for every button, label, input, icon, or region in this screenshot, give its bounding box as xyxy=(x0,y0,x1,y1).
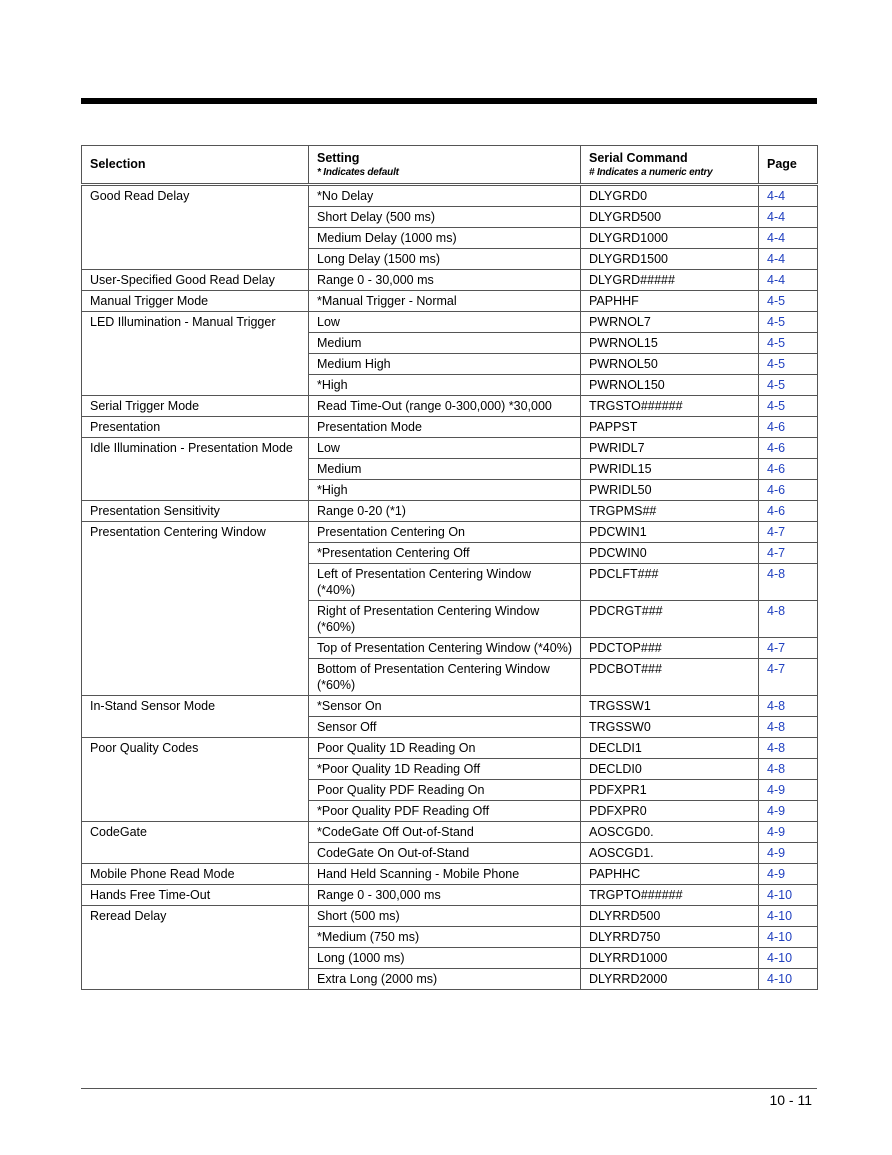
table-row xyxy=(82,864,818,885)
selection-header-label: Selection xyxy=(90,157,146,171)
setting-cell: Medium xyxy=(309,333,581,354)
page-reference-link[interactable]: 4-9 xyxy=(759,801,818,822)
selection-cell: LED Illumination - Manual Trigger xyxy=(82,312,309,396)
selection-cell: Presentation xyxy=(82,417,309,438)
selection-cell: Idle Illumination - Presentation Mode xyxy=(82,438,309,501)
setting-cell: Medium xyxy=(309,459,581,480)
page-reference-link[interactable]: 4-10 xyxy=(759,948,818,969)
footer-rule xyxy=(81,1088,817,1089)
page-reference-link[interactable]: 4-8 xyxy=(759,717,818,738)
table-row xyxy=(82,696,818,717)
selection-cell: In-Stand Sensor Mode xyxy=(82,696,309,738)
setting-cell: Long Delay (1500 ms) xyxy=(309,249,581,270)
table-row xyxy=(82,291,818,312)
setting-cell: Presentation Mode xyxy=(309,417,581,438)
selection-cell: Poor Quality Codes xyxy=(82,738,309,822)
serial-command-cell: AOSCGD0. xyxy=(581,822,759,843)
selection-cell: Mobile Phone Read Mode xyxy=(82,864,309,885)
table-row xyxy=(82,522,818,543)
serial-command-cell: PWRNOL7 xyxy=(581,312,759,333)
serial-command-cell: AOSCGD1. xyxy=(581,843,759,864)
setting-cell: Read Time-Out (range 0-300,000) *30,000 xyxy=(309,396,581,417)
serial-command-cell: PDFXPR1 xyxy=(581,780,759,801)
page-reference-link[interactable]: 4-8 xyxy=(759,738,818,759)
page-reference-link[interactable]: 4-9 xyxy=(759,843,818,864)
serial-command-cell: DLYGRD500 xyxy=(581,207,759,228)
setting-cell: *Presentation Centering Off xyxy=(309,543,581,564)
column-header-serial-command xyxy=(581,146,759,185)
column-header-page xyxy=(759,146,818,185)
page-reference-link[interactable]: 4-8 xyxy=(759,564,818,601)
serial-command-cell: PDCWIN1 xyxy=(581,522,759,543)
table-row xyxy=(82,312,818,333)
setting-cell: Left of Presentation Centering Window (*40%) xyxy=(309,564,581,601)
serial-command-cell: DECLDI0 xyxy=(581,759,759,780)
serial-command-cell: PWRNOL150 xyxy=(581,375,759,396)
serial-command-cell: DLYGRD1000 xyxy=(581,228,759,249)
setting-cell: *Poor Quality PDF Reading Off xyxy=(309,801,581,822)
page-header-label: Page xyxy=(767,157,797,171)
setting-cell: Bottom of Presentation Centering Window (*60%) xyxy=(309,659,581,696)
setting-cell: Right of Presentation Centering Window (*60%) xyxy=(309,601,581,638)
page-reference-link[interactable]: 4-7 xyxy=(759,543,818,564)
page-reference-link[interactable]: 4-4 xyxy=(759,185,818,207)
setting-cell: Poor Quality 1D Reading On xyxy=(309,738,581,759)
selection-cell: Good Read Delay xyxy=(82,185,309,270)
serial-command-cell: PDCBOT### xyxy=(581,659,759,696)
page-reference-link[interactable]: 4-7 xyxy=(759,522,818,543)
table-row xyxy=(82,396,818,417)
setting-cell: Extra Long (2000 ms) xyxy=(309,969,581,990)
selection-cell: Presentation Centering Window xyxy=(82,522,309,696)
serial-command-cell: TRGSSW1 xyxy=(581,696,759,717)
page-reference-link[interactable]: 4-6 xyxy=(759,459,818,480)
page-reference-link[interactable]: 4-6 xyxy=(759,438,818,459)
header-rule xyxy=(81,98,817,104)
page-reference-link[interactable]: 4-9 xyxy=(759,864,818,885)
page-reference-link[interactable]: 4-5 xyxy=(759,354,818,375)
table-row xyxy=(82,501,818,522)
serial-command-header-label: Serial Command xyxy=(589,150,688,165)
serial-command-cell: TRGSTO###### xyxy=(581,396,759,417)
serial-command-cell: PAPPST xyxy=(581,417,759,438)
serial-command-cell: PDCWIN0 xyxy=(581,543,759,564)
page-reference-link[interactable]: 4-4 xyxy=(759,207,818,228)
command-table-container xyxy=(81,145,817,990)
table-row xyxy=(82,738,818,759)
table-row xyxy=(82,438,818,459)
serial-command-cell: DLYRRD2000 xyxy=(581,969,759,990)
page-reference-link[interactable]: 4-10 xyxy=(759,906,818,927)
page-reference-link[interactable]: 4-4 xyxy=(759,249,818,270)
setting-cell: *Poor Quality 1D Reading Off xyxy=(309,759,581,780)
setting-header-note: * Indicates default xyxy=(317,166,399,178)
table-row xyxy=(82,270,818,291)
table-body xyxy=(82,185,818,990)
page-reference-link[interactable]: 4-8 xyxy=(759,696,818,717)
selection-cell: Serial Trigger Mode xyxy=(82,396,309,417)
setting-cell: *No Delay xyxy=(309,185,581,207)
serial-command-cell: DLYGRD##### xyxy=(581,270,759,291)
setting-cell: Sensor Off xyxy=(309,717,581,738)
selection-cell: User-Specified Good Read Delay xyxy=(82,270,309,291)
setting-cell: *CodeGate Off Out-of-Stand xyxy=(309,822,581,843)
serial-command-cell: PAPHHC xyxy=(581,864,759,885)
setting-cell: Range 0-20 (*1) xyxy=(309,501,581,522)
setting-cell: Low xyxy=(309,438,581,459)
setting-cell: *Sensor On xyxy=(309,696,581,717)
page-reference-link[interactable]: 4-6 xyxy=(759,480,818,501)
serial-command-cell: PDFXPR0 xyxy=(581,801,759,822)
serial-command-cell: PDCRGT### xyxy=(581,601,759,638)
setting-cell: Short Delay (500 ms) xyxy=(309,207,581,228)
setting-cell: Top of Presentation Centering Window (*40%) xyxy=(309,638,581,659)
table-row xyxy=(82,885,818,906)
serial-command-table xyxy=(81,145,818,990)
setting-cell: Medium High xyxy=(309,354,581,375)
serial-command-header-note: # Indicates a numeric entry xyxy=(589,166,713,178)
column-header-selection xyxy=(82,146,309,185)
serial-command-cell: DECLDI1 xyxy=(581,738,759,759)
page-reference-link[interactable]: 4-8 xyxy=(759,601,818,638)
page-reference-link[interactable]: 4-10 xyxy=(759,885,818,906)
page-reference-link[interactable]: 4-10 xyxy=(759,969,818,990)
setting-cell: Long (1000 ms) xyxy=(309,948,581,969)
table-row xyxy=(82,906,818,927)
page-reference-link[interactable]: 4-10 xyxy=(759,927,818,948)
setting-cell: Short (500 ms) xyxy=(309,906,581,927)
setting-cell: *Medium (750 ms) xyxy=(309,927,581,948)
page-reference-link[interactable]: 4-9 xyxy=(759,822,818,843)
setting-cell: *High xyxy=(309,480,581,501)
page-reference-link[interactable]: 4-7 xyxy=(759,638,818,659)
page-reference-link[interactable]: 4-6 xyxy=(759,417,818,438)
table-header-row xyxy=(82,146,818,185)
setting-cell: Range 0 - 30,000 ms xyxy=(309,270,581,291)
table-row xyxy=(82,417,818,438)
table-row xyxy=(82,822,818,843)
serial-command-cell: PWRNOL15 xyxy=(581,333,759,354)
setting-cell: CodeGate On Out-of-Stand xyxy=(309,843,581,864)
serial-command-cell: DLYRRD500 xyxy=(581,906,759,927)
page-reference-link[interactable]: 4-5 xyxy=(759,375,818,396)
selection-cell: Manual Trigger Mode xyxy=(82,291,309,312)
page-reference-link[interactable]: 4-5 xyxy=(759,333,818,354)
setting-cell: Presentation Centering On xyxy=(309,522,581,543)
serial-command-cell: TRGSSW0 xyxy=(581,717,759,738)
page-reference-link[interactable]: 4-9 xyxy=(759,780,818,801)
table-row xyxy=(82,185,818,207)
serial-command-cell: TRGPTO###### xyxy=(581,885,759,906)
serial-command-cell: PAPHHF xyxy=(581,291,759,312)
setting-cell: Range 0 - 300,000 ms xyxy=(309,885,581,906)
serial-command-cell: PDCTOP### xyxy=(581,638,759,659)
page-reference-link[interactable]: 4-8 xyxy=(759,759,818,780)
setting-cell: Low xyxy=(309,312,581,333)
selection-cell: Presentation Sensitivity xyxy=(82,501,309,522)
page-reference-link[interactable]: 4-7 xyxy=(759,659,818,696)
setting-cell: *Manual Trigger - Normal xyxy=(309,291,581,312)
page-number: 10 - 11 xyxy=(769,1092,812,1108)
page-reference-link[interactable]: 4-4 xyxy=(759,270,818,291)
selection-cell: Reread Delay xyxy=(82,906,309,990)
setting-header-label: Setting xyxy=(317,150,360,165)
serial-command-cell: PDCLFT### xyxy=(581,564,759,601)
serial-command-cell: DLYRRD750 xyxy=(581,927,759,948)
setting-cell: *High xyxy=(309,375,581,396)
page-reference-link[interactable]: 4-5 xyxy=(759,396,818,417)
serial-command-cell: DLYRRD1000 xyxy=(581,948,759,969)
selection-cell: Hands Free Time-Out xyxy=(82,885,309,906)
setting-cell: Poor Quality PDF Reading On xyxy=(309,780,581,801)
serial-command-cell: PWRIDL50 xyxy=(581,480,759,501)
serial-command-cell: PWRIDL15 xyxy=(581,459,759,480)
serial-command-cell: PWRIDL7 xyxy=(581,438,759,459)
page-reference-link[interactable]: 4-5 xyxy=(759,291,818,312)
page-reference-link[interactable]: 4-6 xyxy=(759,501,818,522)
page-reference-link[interactable]: 4-4 xyxy=(759,228,818,249)
serial-command-cell: DLYGRD0 xyxy=(581,185,759,207)
column-header-setting xyxy=(309,146,581,185)
page-reference-link[interactable]: 4-5 xyxy=(759,312,818,333)
serial-command-cell: DLYGRD1500 xyxy=(581,249,759,270)
selection-cell: CodeGate xyxy=(82,822,309,864)
setting-cell: Medium Delay (1000 ms) xyxy=(309,228,581,249)
serial-command-cell: PWRNOL50 xyxy=(581,354,759,375)
setting-cell: Hand Held Scanning - Mobile Phone xyxy=(309,864,581,885)
serial-command-cell: TRGPMS## xyxy=(581,501,759,522)
